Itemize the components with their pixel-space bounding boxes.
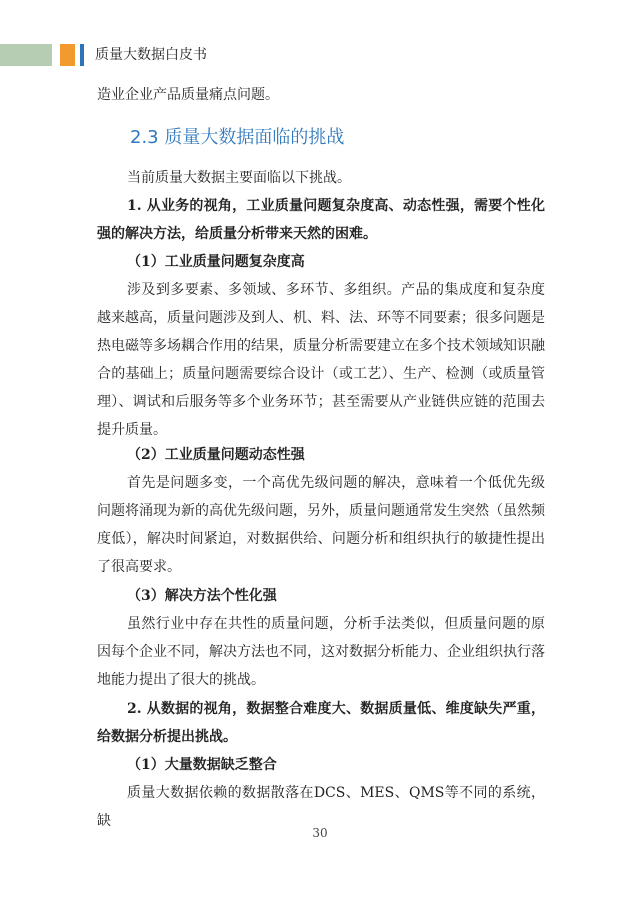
sub-1-heading: （1）工业质量问题复杂度高 xyxy=(127,254,305,270)
header-green-block xyxy=(0,44,52,66)
point-2-heading: 2. 从数据的视角，数据整合难度大、数据质量低、维度缺失严重，给数据分析提出挑战。 xyxy=(97,701,545,745)
header-blue-bar xyxy=(80,44,84,66)
continuation-text: 造业企业产品质量痛点问题。 xyxy=(97,87,279,103)
sub-3-heading: （3）解决方法个性化强 xyxy=(127,588,277,604)
sub-3-paragraph: 虽然行业中存在共性的质量问题，分析手法类似，但质量问题的原因每个企业不同，解决方法也不同，这对数据分析能力、企业组织执行落地能力提出了很大的挑战。 xyxy=(97,616,545,688)
intro-paragraph: 当前质量大数据主要面临以下挑战。 xyxy=(127,170,351,186)
sub-4-paragraph: 质量大数据依赖的数据散落在DCS、MES、QMS等不同的系统，缺 xyxy=(97,785,545,829)
page-number: 30 xyxy=(312,826,328,840)
sub-2-heading: （2）工业质量问题动态性强 xyxy=(127,447,305,463)
sub-2-paragraph: 首先是问题多变，一个高优先级问题的解决，意味着一个低优先级问题将涌现为新的高优先级问题，另外，质量问题通常发生突然（虽然频度低），解决时间紧迫，对数据供给、问题分析和组织执行的敏捷性提出了很高要求。 xyxy=(97,475,545,575)
header-title: 质量大数据白皮书 xyxy=(95,47,207,63)
header-orange-block xyxy=(60,44,75,66)
section-title: 2.3 质量大数据面临的挑战 xyxy=(130,127,345,148)
point-1-heading: 1. 从业务的视角，工业质量问题复杂度高、动态性强，需要个性化强的解决方法，给质量分析带来天然的困难。 xyxy=(97,198,545,242)
sub-1-paragraph: 涉及到多要素、多领域、多环节、多组织。产品的集成度和复杂度越来越高，质量问题涉及到人、机、料、法、环等不同要素；很多问题是热电磁等多场耦合作用的结果，质量分析需要建立在多个技术领域知识融合的基础上；质量问题需要综合设计（或工艺）、生产、检测（或质量管理）、调试和后服务等多个业务环节；甚至需要从产业链供应链的范围去提升质量。 xyxy=(97,282,545,438)
sub-4-heading: （1）大量数据缺乏整合 xyxy=(127,757,277,773)
page-header xyxy=(0,44,640,66)
